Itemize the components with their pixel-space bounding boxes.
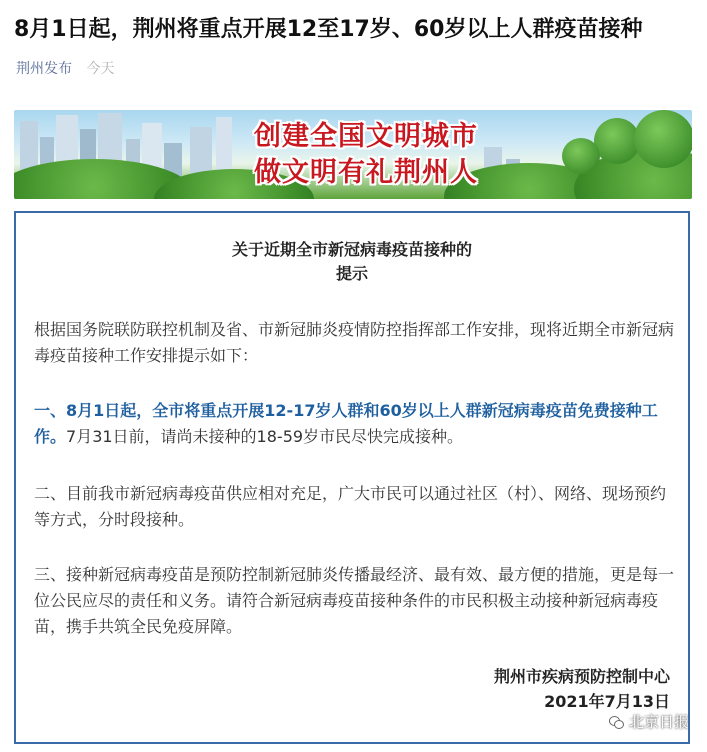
notice-signature [494,664,670,714]
watermark-text: 北京日报 [628,713,689,731]
banner-image [14,110,692,199]
banner-slogan [246,110,486,199]
item-1-highlight: 8月1日起，全市将重点开展12-17岁人群和60岁以上人群新冠病毒疫苗免费接种工作。 [34,401,658,446]
notice-intro: 根据国务院联防联控机制及省、市新冠肺炎疫情防控指挥部工作安排，现将近期全市新冠病毒疫苗接种工作安排提示如下： [34,320,675,365]
banner-slogan-line-2: 做文明有礼荆州人 [254,156,478,188]
signature-org: 荆州市疾病预防控制中心 [493,667,670,686]
notice-item-2: 二、目前我市新冠病毒疫苗供应相对充足，广大市民可以通过社区（村）、网络、现场预约等方式，分时段接种。 [34,484,667,529]
notice-item-3: 三、接种新冠病毒疫苗是预防控制新冠肺炎传播最经济、最有效、最方便的措施，更是每一位公民应尽的责任和义务。请符合新冠病毒疫苗接种条件的市民积极主动接种新冠病毒疫苗，携手共筑全民免疫屏障。 [34,565,675,636]
tree-shape [634,110,692,168]
article-meta [16,59,114,79]
notice-box [14,211,690,744]
item-1-rest: 7月31日前，请尚未接种的18-59岁市民尽快完成接种。 [66,427,464,446]
notice-item-1 [34,398,674,450]
article-title: 8月1日起，荆州将重点开展12至17岁、60岁以上人群疫苗接种 [14,17,643,42]
notice-title [16,238,688,286]
publish-date: 今天 [86,61,115,77]
notice-title-line-1: 关于近期全市新冠病毒疫苗接种的 [231,240,472,259]
account-name-link[interactable]: 荆州发布 [16,61,72,77]
wechat-icon [609,715,625,729]
notice-title-line-2: 提示 [335,264,368,283]
banner-slogan-line-1: 创建全国文明城市 [254,120,478,152]
tree-shape [562,138,600,174]
source-watermark [609,711,689,732]
item-1-prefix: 一、 [34,401,67,420]
signature-date: 2021年7月13日 [544,692,670,711]
